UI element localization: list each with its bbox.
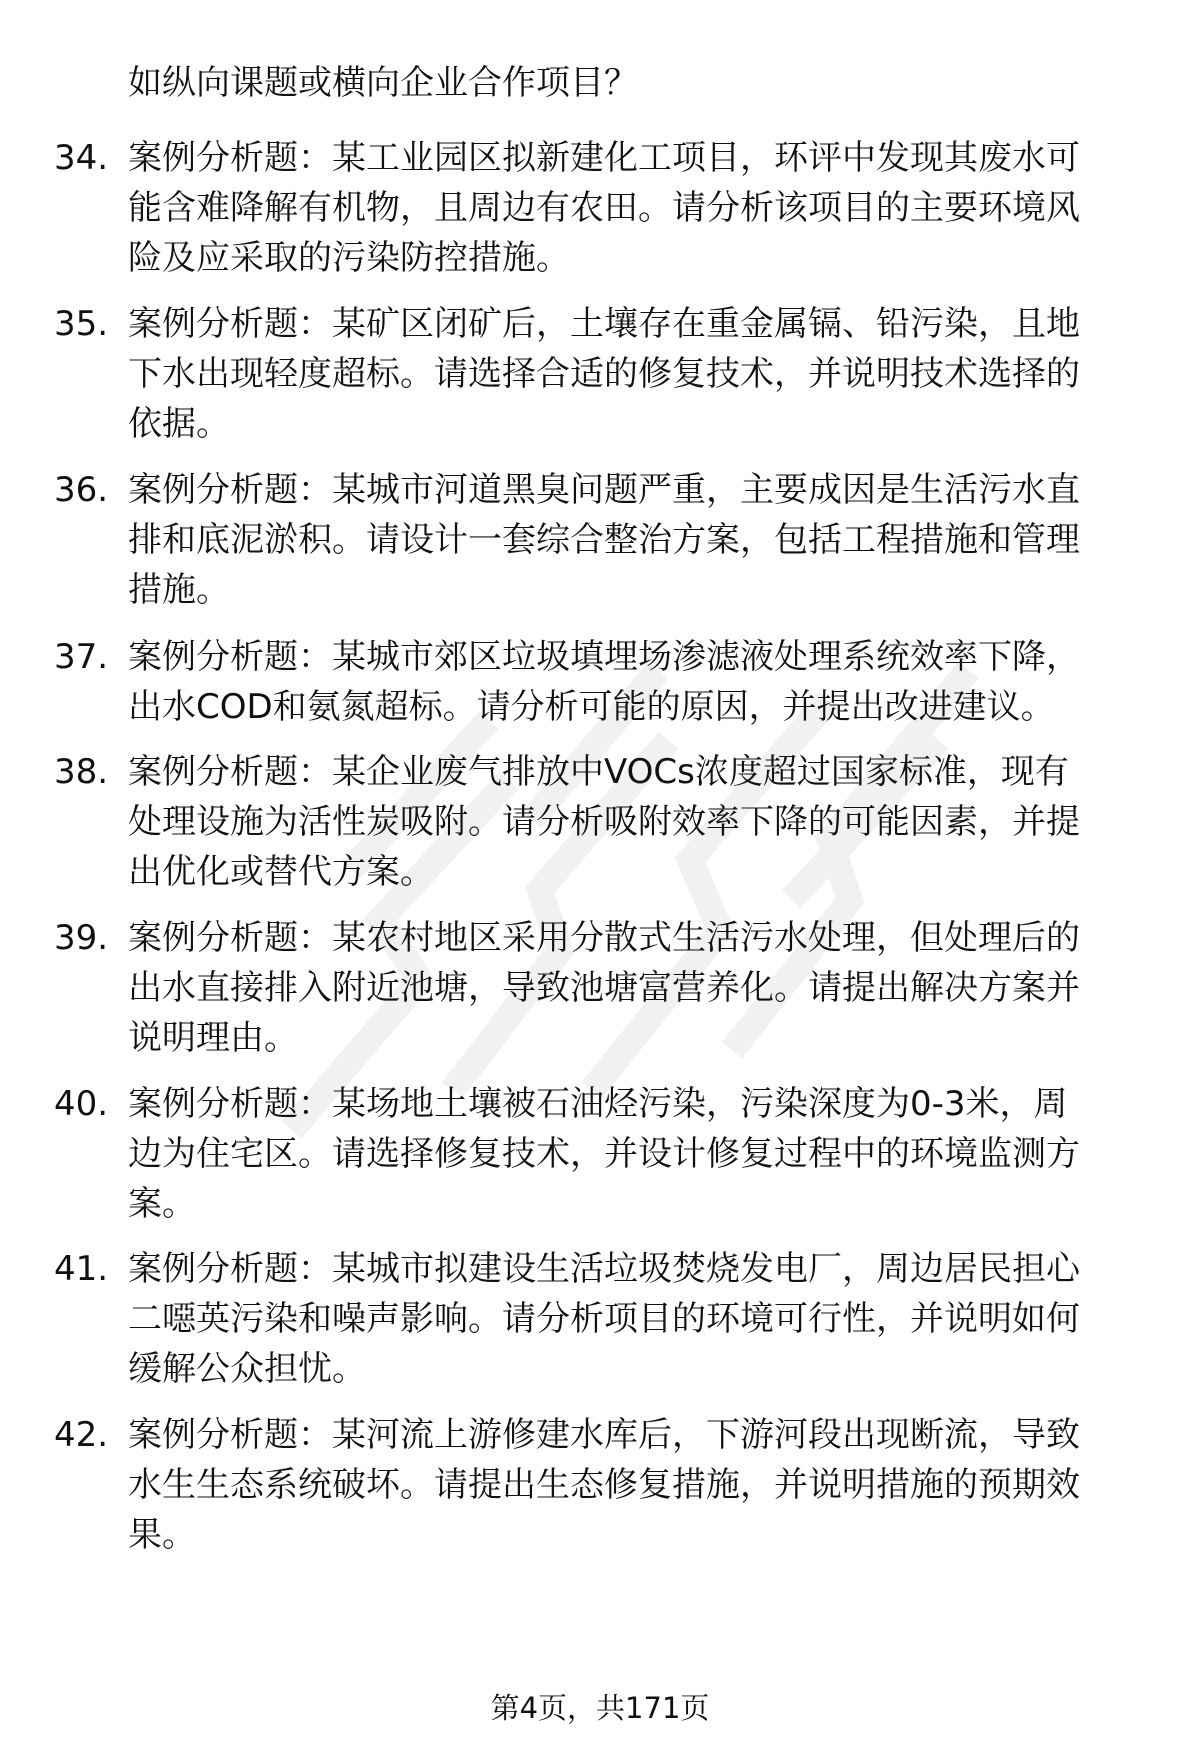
question-text-line: 措施。 — [128, 570, 230, 610]
question-text-line: 案例分析题：某工业园区拟新建化工项目，环评中发现其废水可 — [128, 138, 1080, 178]
question-text-line: 依据。 — [128, 404, 230, 444]
question-text-line: 出水COD和氨氮超标。请分析可能的原因，并提出改进建议。 — [128, 687, 1055, 727]
continuation-text: 如纵向课题或横向企业合作项目？ — [128, 63, 638, 103]
question-number: 39. — [54, 918, 109, 958]
question-text-line: 缓解公众担忧。 — [128, 1349, 366, 1389]
question-text-line: 案例分析题：某农村地区采用分散式生活污水处理，但处理后的 — [128, 918, 1080, 958]
question-text-line: 果。 — [128, 1515, 196, 1555]
question-text-line: 案例分析题：某城市河道黑臭问题严重，主要成因是生活污水直 — [128, 470, 1080, 510]
question-number: 34. — [54, 138, 109, 178]
question-text-line: 案例分析题：某场地土壤被石油烃污染，污染深度为0-3米，周 — [128, 1084, 1068, 1124]
question-text-line: 排和底泥淤积。请设计一套综合整治方案，包括工程措施和管理 — [128, 520, 1080, 560]
question-text-line: 处理设施为活性炭吸附。请分析吸附效率下降的可能因素，并提 — [128, 802, 1080, 842]
question-text-line: 出优化或替代方案。 — [128, 852, 434, 892]
question-number: 37. — [54, 637, 109, 677]
question-number: 35. — [54, 304, 109, 344]
question-text-line: 案例分析题：某矿区闭矿后，土壤存在重金属镉、铅污染，且地 — [128, 304, 1080, 344]
question-text-line: 二噁英污染和噪声影响。请分析项目的环境可行性，并说明如何 — [128, 1299, 1080, 1339]
question-number: 38. — [54, 752, 109, 792]
question-text-line: 案例分析题：某城市郊区垃圾填埋场渗滤液处理系统效率下降， — [128, 637, 1080, 677]
question-text-line: 案例分析题：某企业废气排放中VOCs浓度超过国家标准，现有 — [128, 752, 1069, 792]
question-number: 42. — [54, 1415, 109, 1455]
question-text-line: 案。 — [128, 1184, 196, 1224]
question-number: 36. — [54, 470, 109, 510]
question-text-line: 下水出现轻度超标。请选择合适的修复技术，并说明技术选择的 — [128, 354, 1080, 394]
question-text-line: 出水直接排入附近池塘，导致池塘富营养化。请提出解决方案并 — [128, 968, 1080, 1008]
question-text-line: 水生生态系统破坏。请提出生态修复措施，并说明措施的预期效 — [128, 1465, 1080, 1505]
page-number-footer: 第4页，共171页 — [490, 1691, 710, 1725]
question-text-line: 案例分析题：某城市拟建设生活垃圾焚烧发电厂，周边居民担心 — [128, 1249, 1080, 1289]
question-text-line: 说明理由。 — [128, 1018, 298, 1058]
question-text-line: 能含难降解有机物，且周边有农田。请分析该项目的主要环境风 — [128, 188, 1080, 228]
question-text-line: 边为住宅区。请选择修复技术，并设计修复过程中的环境监测方 — [128, 1134, 1080, 1174]
question-text-line: 险及应采取的污染防控措施。 — [128, 238, 570, 278]
question-text-line: 案例分析题：某河流上游修建水库后，下游河段出现断流，导致 — [128, 1415, 1080, 1455]
question-number: 41. — [54, 1249, 109, 1289]
question-number: 40. — [54, 1084, 109, 1124]
